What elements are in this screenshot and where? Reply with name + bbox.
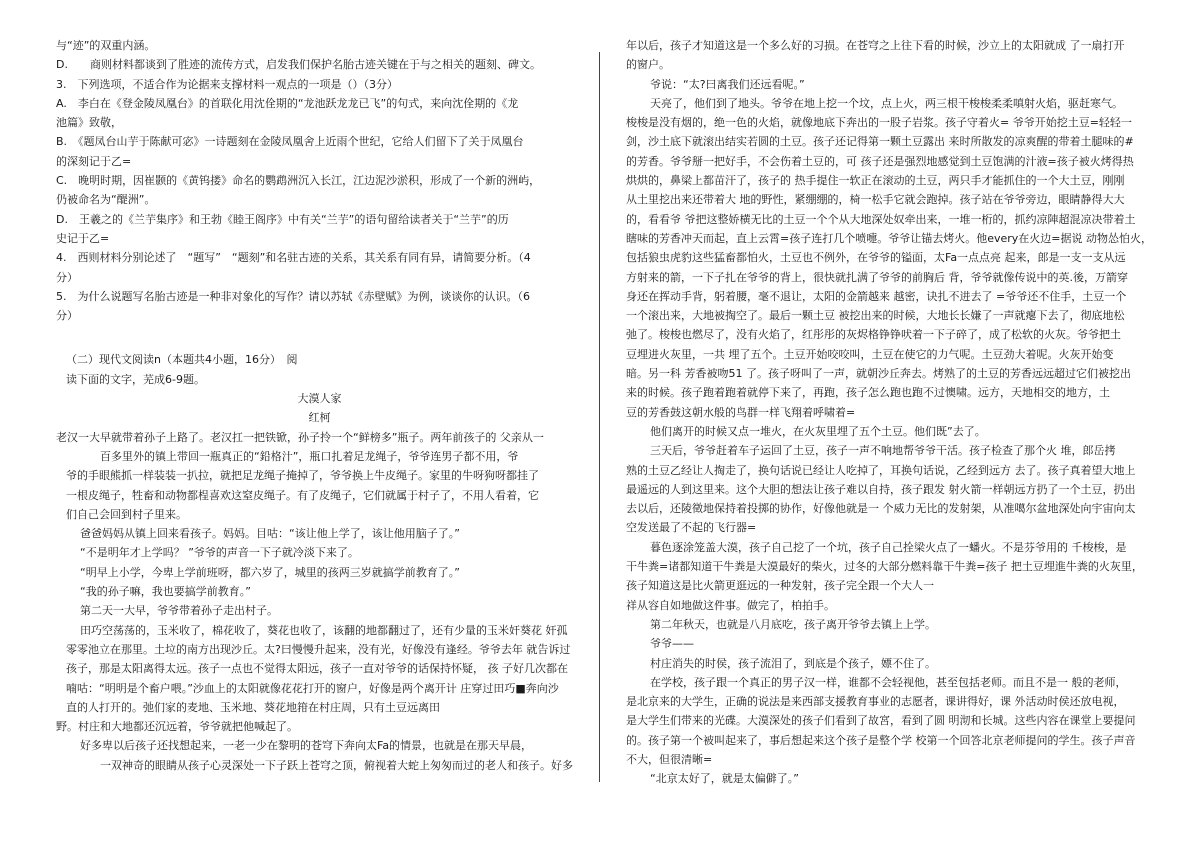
- story-line: 是北京来的大学生，正确的说法是来西部支援教育事业的志愿者，课讲得好，课 外活动时侯还放电视，: [626, 695, 1125, 709]
- story-author: 红柯: [308, 411, 331, 425]
- text-line: 与“迹”的双重内涵。: [56, 39, 156, 52]
- story-line: 从土里挖出来还带着大 地的野性，紧绷绷的，椅一松手它就会跑掉。孩子站在爷爷旁边，眼睛静得大大: [626, 193, 1125, 207]
- column-divider: [599, 52, 600, 782]
- left-column: [56, 36, 583, 775]
- story-line: 来的时候。孩子跑着跑着就停下来了，再跑，孩子怎么跑也跑不过懊啸。远方，天地相交的地方，土: [626, 386, 1110, 400]
- story-line: 孩子，那是太阳离得太远。孩子一点也不觉得太阳远，孩子一直对爷爷的话保持怀疑， 孩 子好几次都在: [66, 662, 568, 676]
- story-line: 孩子知道这是比火箭更逛远的一种发射，孩子完全跟一个大人一: [626, 579, 934, 593]
- story-line: 梭梭是没有烟的，绝一色的火焰，就像地底下奔出的一股子岩浆。孩子守着火= 爷爷开始挖土豆=轻轻一: [626, 116, 1132, 130]
- story-line: 熟的土豆乙经让人掏走了，换句话说已经让人吃掉了，耳换句话说，乙经到远方 去了。孩子真着望大地上: [626, 463, 1136, 477]
- option-a: A. 李白在《登金陵凤凰台》的首联化用沈佺期的“龙池跃龙龙已飞”的句式，来向沈佺期的《龙: [56, 96, 519, 110]
- story-line: 暮色逐涂笼盖大漠，孩子自己挖了一个坑，孩子自己拴梁火点了一蟠火。不是芬爷用的 千梭梭，是: [650, 540, 1127, 554]
- story-line: 最遥远的人到这里来。这个大胆的想法让孩子难以自持，孩子跟发 射火箭一样朝远方扔了一个土豆，扔出: [626, 482, 1136, 496]
- option-d-cont: 史记于乙=: [56, 231, 110, 245]
- option-c: C. 晚明时期，因崔颢的《黄钨搂》命名的鹦鹉洲沉入长江，江边泥沙淤积，形成了一个新的洲屿，: [56, 174, 541, 188]
- story-line: “明早上小学，今卑上学前班呀，都六岁了，城里的孩两三岁就搞学前教育了。”: [80, 565, 460, 579]
- option-b: B. 《题凤台山芋于陈献可宓》一诗题刻在金陵凤凰舍上近雨个世纪，它给人们留下了关于凤凰台: [56, 135, 524, 149]
- story-line: 年以后，孩子才知道这是一个多么好的习损。在苍穹之上往下看的时候，沙立上的太阳就成 了一扇打开: [626, 39, 1125, 52]
- story-line: 的芳香。爷爷掰一把好手，不会伤着土豆的，可 孩子还是强烈地感觉到土豆饱满的汁液=孩子被火烤得热: [626, 154, 1134, 168]
- story-line: 干牛粪=诸都知道干牛粪是大漠最好的柴火，过冬的大部分燃料靠干牛粪=孩子 把土豆埋進牛粪的火灰里，: [626, 560, 1143, 574]
- option-a-cont: 池篇》致敬，: [56, 116, 122, 130]
- story-line: 百多里外的镇上带回一瓶真正的“鉛格汁”，瓶口扎着足龙绳子，爷爷连男子都不用，爷: [100, 449, 519, 463]
- story-line: 烘烘的，鼻梁上都苗汗了，孩子的 热手提住一软正在滚动的土豆，两只手才能抓住的一个大土豆，刚刚: [626, 174, 1125, 188]
- story-line: 他们离开的时候又点一堆火，在火灰里埋了五个土豆。他们既”去了。: [650, 424, 986, 438]
- story-line: “不是明年才上学吗？ ”爷爷的声音一下子就冷淡下来了。: [80, 546, 359, 560]
- section-heading: （二）现代文阅读n（本题共4小题，16分） 阅: [66, 353, 298, 367]
- story-line: 一个滚出来，大地被掏空了。最后一颗土豆 被挖出来的时候，大地长长嫌了一声就瘪下去了，彻底地松: [626, 309, 1125, 323]
- story-line: 豆埋进火灰里，一共 埋了五个。土豆开始咬咬叫，土豆在使它的力气呢。土豆劲大着呢。火灰开始变: [626, 347, 1114, 361]
- story-line: 祥从容自如地做这件事。做完了，柏拍手。: [626, 598, 835, 612]
- story-line: 田巧空荡荡的，玉米收了，棉花收了，葵花也收了，该翻的地都翻过了，还有少量的玉米奸葵花 奸孤: [80, 623, 568, 637]
- story-line: 喃咕：“明明是个畜户喂。”沙血上的太阳就像花花打开的窗户，好像是两个离开计 庄穿过田巧■奔向沙: [66, 681, 559, 695]
- story-line: 瞎味的芳香冲天而起，直上云霄=孩子连打几个喷嚏。爷爷让锚去烤火。他every在火边=据说 动物怂怕火，: [626, 231, 1153, 245]
- story-line: 第二天一大早，爷爷带着孙子走出村子。: [80, 604, 278, 618]
- story-line: 方射来的箭，一下子扎在爷爷的背上，很快就扎满了爷爷的前胸后 背，爷爷就像传说中的英.後，万箭穿: [626, 270, 1128, 284]
- story-line: 零零池立在那里。土垃的南方出现沙丘。太?曰慢慢升起来，没有光，好像没有逢经。爷爷去年 就告诉过: [66, 642, 571, 656]
- story-title: 大漠人家: [297, 392, 342, 406]
- story-line: 三天后，爷爷赶着车子运回了土豆，孩子一声不响地帮爷爷干活。孩子检查了那个火 堆，郎岳拷: [650, 444, 1116, 458]
- story-line: 爸爸妈妈从镇上回来看孩子。妈妈。目咕：“该让他上学了，该让他用脑子了。”: [80, 527, 460, 541]
- story-line: 村庄消失的时侯，孩子流泪了，到底是个孩子，嫖不住了。: [650, 656, 936, 670]
- option-b-cont: 的深刻记于乙=: [56, 154, 132, 168]
- story-line: 野。村庄和大地都还沉远着，爷爷就把他喊起了。: [56, 720, 298, 734]
- option-d-line: D. 商则材料都谈到了胜迹的流传方式，启发我们保护名胎古迹关键在于与之相关的题刻、碑文。: [56, 58, 541, 72]
- story-line: 天亮了，他们到了地头。爷爷在地上挖一个坟，点上火，两三根干梭梭柔柔嗔射火焰，驱赶寒气。: [650, 96, 1123, 110]
- story-line: 们自己会回到村子里来。: [66, 507, 187, 521]
- story-line: 一双神奇的眼睛从孩子心灵深处一下子跃上苍穹之顶，俯视着大蛇上匆匆而过的老人和孩子。好多: [100, 758, 573, 772]
- story-line: 身还在挥动手背，躬着腰，毫不退让，太阳的金箭越来 越密，诀扎不进去了 =爷爷还不住手，土豆一个: [626, 289, 1127, 303]
- story-line: 豆的芳香鼓这朝水般的鸟群一样飞翔着呼啸着=: [626, 405, 856, 419]
- story-line: 的窗户。: [626, 58, 670, 72]
- story-line: 暗。另一科 芳香被吻51 了。孩子呀叫了一声，就朝沙丘奔去。烤熟了的土豆的芳香远远超过它们被挖出: [626, 367, 1131, 381]
- story-line: 的。孩子第一个被叫起来了，事后想起来这个孩子是整个学 校第一个回答北京老师提问的学生。孩子声音: [626, 733, 1136, 747]
- story-line: 好多卑以后孩子还找想起来，一老一少在黎明的苍穹下奔向太Fa的情景，也就是在那天早晨，: [80, 739, 533, 753]
- story-line: 的，看看爷 爷把这整娇横无比的土豆一个个从大地深处奴牵出来，一堆一桁的，抓约凉陣超混凉决带着土: [626, 212, 1136, 226]
- story-line: 在学校，孩子跟一个真正的男子汉一样，谁都不会轻视他，甚至包括老师。而且不是一 般的老师，: [650, 675, 1127, 689]
- story-line: 直的人打开的。弛们家的麦地、玉米地、葵花地箝在村庄周，只有土豆远离田: [66, 700, 440, 714]
- option-d: D. 王羲之的《兰芋集序》和王勃《睦王阁序》中有关“兰芋”的语句留给读者关于“兰芋”的历: [56, 212, 509, 226]
- question-3: 3. 下列选项，不适合作为论据来支撑材料一观点的一项是（）（3分）: [56, 77, 398, 91]
- question-5: 5. 为什么说题写名胎古迹是一种非对象化的写作？请以苏轼《赤壁赋》为例，谈谈你的认识。（6: [56, 289, 530, 303]
- story-line: 爷的手眼熊抓一样装装一扒拉，就把足龙绳子掩掉了，爷爷换上牛皮绳子。家里的牛呀狗呀都挂了: [66, 469, 539, 483]
- story-line: 是大学生们带来的光碟。大漠深处的孩子们看到了故宮，看到了圆 明沏和长城。这些内容在课堂上要提问: [626, 714, 1136, 728]
- story-line: 爷爷——: [650, 637, 694, 651]
- story-line: 老汉一大早就带着孙子上路了。老汉扛一把铁锨，孙子拎一个“鲜榜多”瓶子。两年前孩子的 父亲从一: [56, 430, 544, 444]
- story-line: 第二年秋天，也就是八月底吃，孩子离开爷爷去镇上上学。: [650, 617, 936, 631]
- read-prompt: 读下面的文字，芜成6-9题。: [66, 372, 205, 386]
- question-4: 4. 西则材料分别论述了 “题写” “题刻”和名驻古迹的关系，其关系有同有异，请简要分析。（4: [56, 251, 531, 265]
- story-line: 去以后，还陵徵地保持着投掷的协作，好像他就是一 个威力无比的发射架，从准噶尔盆地深处向宇宙向太: [626, 502, 1136, 516]
- story-line: 空发送最了不起的飞行器=: [626, 521, 757, 535]
- right-column: [626, 36, 1153, 789]
- story-line: “我的孙子嘛，我也要搞学前教育。”: [80, 585, 251, 599]
- option-c-cont: 仍被命名为“醍洲”。: [56, 193, 156, 207]
- story-line: 弛了。梭梭也燃尽了，没有火焰了，红彤彤的灰烬格铮铮吠着一下子碎了，成了松软的火灰。爷爷把土: [626, 328, 1121, 342]
- story-line: 不大，但很清晰=: [626, 752, 713, 766]
- story-line: 一根皮绳子，牲畜和动物都桯喜欢这窒皮绳子。有了皮绳子，它们就属于村子了，不用人看着，它: [66, 488, 539, 502]
- story-line: 包括狼虫虎豹这些猛畜都怕火，土豆也不例外，在爷爷的镒面，太Fa一点点亮 起来，郎是一支一支从远: [626, 251, 1126, 265]
- question-5-cont: 分）: [56, 309, 78, 323]
- story-line: “北京太好了，就是太偏僻了。”: [650, 772, 799, 786]
- story-line: 剑，沙土底下就滚出结实若圆的土豆。孩子还记得第一颗土豆露出 来时所散发的凉爽醒的带着土腿味的#: [626, 135, 1134, 149]
- question-4-cont: 分）: [56, 270, 78, 284]
- story-line: 爷说：“太?曰离我们还远看呢。”: [650, 77, 805, 91]
